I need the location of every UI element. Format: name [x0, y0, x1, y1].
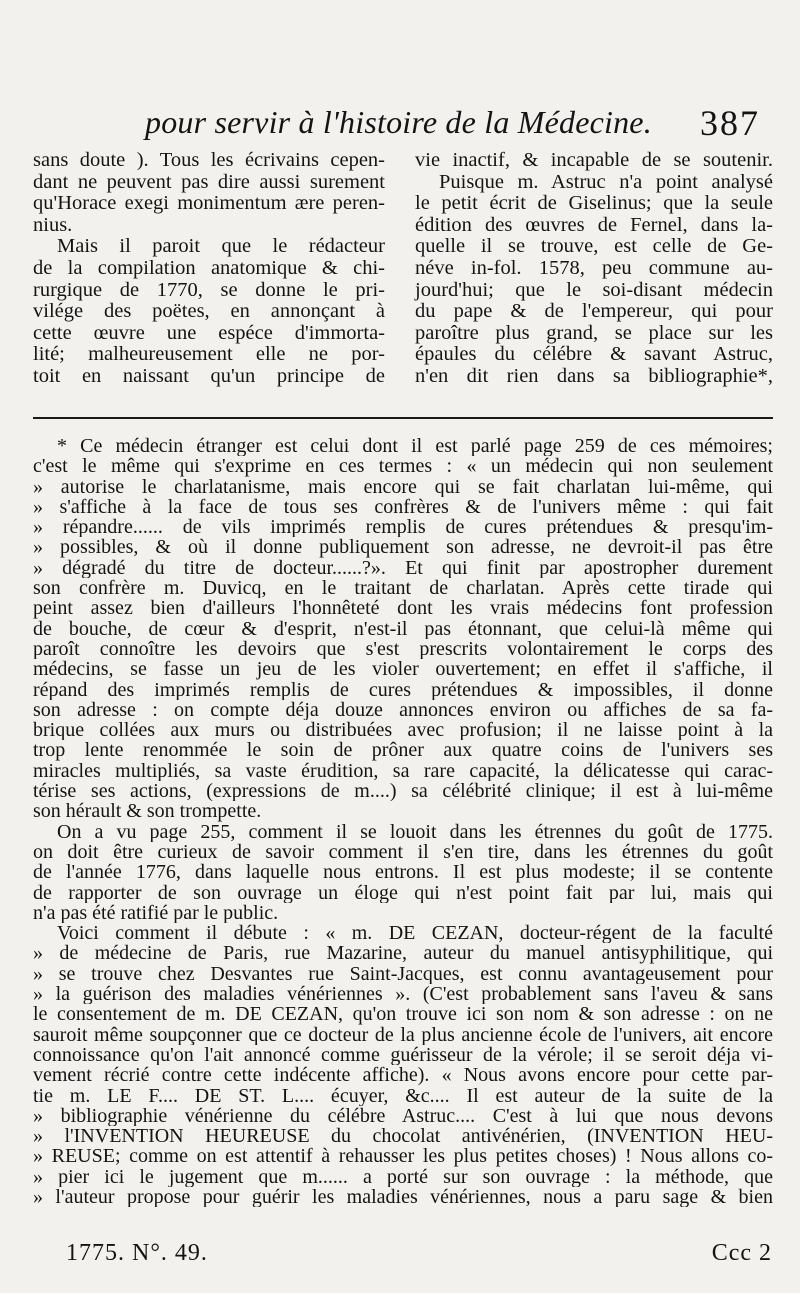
- footnote-line: » REUSE; comme on est attentif à rehausser les plus petites choses) ! Nous allons co-: [33, 1146, 773, 1167]
- footnote-line: vement récrié contre cette indécente affiche). « Nous avons encore pour cette par-: [33, 1065, 773, 1086]
- text-line: toit en naissant qu'un principe de: [33, 364, 385, 387]
- footnote-line: son hérault & son trompette.: [33, 801, 262, 822]
- footnote-line: » l'INVENTION HEUREUSE du chocolat antivénérien, (INVENTION HEU-: [33, 1126, 773, 1147]
- text-line: le petit écrit de Giselinus; que la seule: [415, 192, 773, 215]
- footnote-line: médecins, se fasse un jeu de les violer ouvertement; en effet il s'affiche, il: [33, 659, 773, 680]
- footnote-rule: [33, 417, 773, 419]
- footnote-line: sauroit même soupçonner que ce docteur de la plus ancienne école de l'univers, ait encore: [33, 1024, 773, 1045]
- text-line: dant ne peuvent pas dire aussi surement: [33, 170, 385, 193]
- footnote-line: » bibliographie vénérienne du célébre Astruc.... C'est à lui que nous devons: [33, 1105, 773, 1127]
- right-column: [415, 150, 773, 388]
- footnote-line: connoissance qu'on l'ait annoncé comme guérisseur de la vérole; il se seroit déja vi-: [33, 1044, 773, 1066]
- text-line: quelle il se trouve, est celle de Ge-: [415, 235, 773, 258]
- footnote-line: » l'auteur propose pour guérir les maladies vénériennes, nous a paru sage & bien: [33, 1186, 773, 1208]
- footnote-line: » se trouve chez Desvantes rue Saint-Jacques, est connu avantageusement pour: [33, 963, 773, 985]
- footnote-line: on doit être curieux de savoir comment il s'en tire, dans les étrennes du goût: [33, 841, 773, 863]
- footnote-line: » pier ici le jugement que m...... a porté sur son ouvrage : la méthode, que: [33, 1166, 773, 1187]
- footnote-line: paroît connoître les devoirs que s'est prescrits volontairement le corps des: [33, 638, 773, 660]
- text-line: jourd'hui; que le soi-disant médecin: [415, 278, 773, 301]
- footnote-line: tie m. LE F.... DE ST. L.... écuyer, &c.... Il est auteur de la suite de la: [33, 1085, 773, 1106]
- left-column: [33, 150, 385, 388]
- footnote-line: c'est le même qui s'exprime en ces termes : « un médecin qui non seulement: [33, 456, 773, 477]
- text-line: vie inactif, & incapable de se soutenir.: [415, 149, 773, 171]
- footnote-line: de bouche, de cœur & d'esprit, n'est-il pas étonnant, que celui-là même qui: [33, 618, 773, 639]
- footnote: [33, 436, 773, 1207]
- text-line: lité; malheureusement elle ne por-: [33, 343, 385, 366]
- text-line: qu'Horace exegi monimentum ære peren-: [33, 192, 385, 215]
- footnote-line: » la guérison des maladies vénériennes ». (C'est probablement sans l'aveu & sans: [33, 984, 773, 1005]
- footnote-line: » autorise le charlatanisme, mais encore qui se fait charlatan lui-même, qui: [33, 476, 773, 497]
- text-line: sans doute ). Tous les écrivains cepen-: [33, 149, 385, 171]
- footnote-line: » répandre...... de vils imprimés remplis de cures prétendues & presqu'im-: [33, 517, 773, 538]
- footnote-line: » possibles, & où il donne publiquement son adresse, ne devroit-il pas être: [33, 537, 773, 558]
- footnote-line: trop lente renommée le soin de prôner aux quatre coins de l'univers ses: [33, 740, 773, 761]
- footnote-line: Voici comment il débute : « m. DE CEZAN, docteur-régent de la faculté: [57, 923, 773, 944]
- running-title: pour servir à l'histoire de la Médecine.: [145, 104, 652, 140]
- text-line: Puisque m. Astruc n'a point analysé: [439, 170, 773, 193]
- footnote-line: » de médecine de Paris, rue Mazarine, auteur du manuel antisyphilitique, qui: [33, 943, 773, 964]
- text-line: de la compilation anatomique & chi-: [33, 256, 385, 279]
- footnote-line: » dégradé du titre de docteur......?». Et qui finit par apostropher durement: [33, 557, 773, 579]
- text-line: cette œuvre une espéce d'immorta-: [33, 321, 385, 344]
- footnote-line: n'a pas été ratifié par le public.: [33, 902, 279, 924]
- text-line: rurgique de 1770, se donne le pri-: [33, 278, 385, 301]
- footnote-line: son adresse : on compte déja douze annonces environ ou affiches de sa fa-: [33, 699, 773, 721]
- page-header: [130, 102, 770, 150]
- page-number: 387: [700, 103, 760, 143]
- footnote-line: brique collées aux murs ou distribuées avec profusion; il ne laisse point à la: [33, 720, 773, 741]
- text-line: nius.: [33, 213, 73, 236]
- text-line: épaules du célébre & savant Astruc,: [415, 343, 773, 366]
- footnote-line: On a vu page 255, comment il se louoit dans les étrennes du goût de 1775.: [57, 821, 773, 842]
- footnote-line: de rapporter de son ouvrage un éloge qui n'est point fait par lui, mais qui: [33, 882, 773, 903]
- footnote-line: le consentement de m. DE CEZAN, qu'on trouve ici son nom & son adresse : on ne: [33, 1004, 773, 1025]
- text-line: Mais il paroit que le rédacteur: [57, 235, 385, 258]
- footnote-line: térise ses actions, (expressions de m....) sa célébrité clinique; il est à lui-même: [33, 781, 773, 802]
- page-footer: [66, 1240, 772, 1272]
- footnote-line: miracles multipliés, sa vaste érudition, sa rare capacité, la délicatesse qui carac-: [33, 760, 773, 782]
- text-line: du pape & de l'empereur, qui pour: [415, 300, 773, 323]
- signature-mark-right: Ccc 2: [711, 1240, 772, 1266]
- footnote-line: » s'affiche à la face de tous ses confrères & de l'univers même : qui fait: [33, 496, 773, 518]
- footnote-line: son confrère m. Duvicq, en le traitant de charlatan. Après cette tirade qui: [33, 578, 773, 599]
- text-line: vilége des poëtes, en annonçant à: [33, 300, 385, 323]
- text-line: édition des œuvres de Fernel, dans la-: [415, 213, 773, 236]
- footnote-line: de l'année 1776, dans laquelle nous entrons. Il est plus modeste; il se contente: [33, 862, 773, 883]
- text-line: paroître plus grand, se place sur les: [415, 321, 773, 344]
- signature-mark-left: 1775. N°. 49.: [66, 1240, 208, 1266]
- footnote-line: répand des imprimés remplis de cures prétendues & impossibles, il donne: [33, 679, 773, 700]
- text-line: n'en dit rien dans sa bibliographie*,: [415, 364, 773, 387]
- text-line: néve in-fol. 1578, peu commune au-: [415, 256, 773, 279]
- footnote-line: peint assez bien d'ailleurs l'honnêteté dont les vrais médecins font profession: [33, 598, 773, 619]
- footnote-line: * Ce médecin étranger est celui dont il est parlé page 259 de ces mémoires;: [57, 436, 773, 457]
